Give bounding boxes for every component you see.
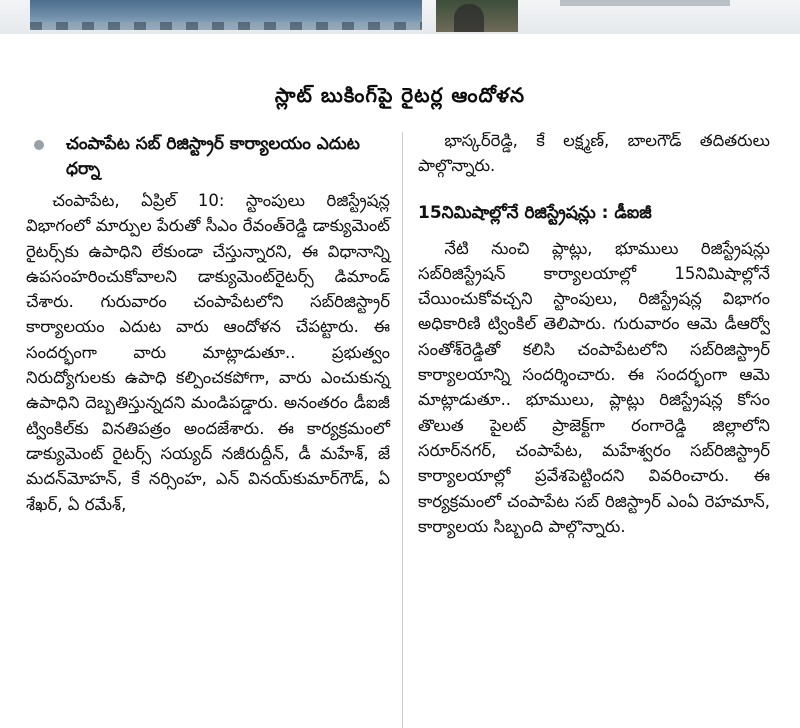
top-photo-strip [0,0,800,34]
article-subheading [26,132,390,182]
right-continuation-text: భాస్కర్‌రెడ్డి, కే లక్ష్మణ్, బాలగౌడ్ తదితరులు పాల్గొన్నారు. [418,131,770,176]
article-right-column [418,128,770,728]
cropped-photo-right [436,0,518,32]
subheading-text: చంపాపేట సబ్ రిజిస్ట్రార్ కార్యాలయం ఎదుట ధర్నా [66,134,360,179]
right-body-paragraph: నేటి నుంచి ప్లాట్లు, భూములు రిజిస్ట్రేషన్లు సబ్‌రిజిస్ట్రేషన్ కార్యాలయాల్లో 15నిమిషాల్లోనే చేయించుకోవచ్చని స్టాంపులు, రిజిస్ట్రేషన్ల విభాగం అధికారిణి ట్వింకిల్ తెలిపారు. గురువారం ఆమె డీఆర్వో సంతోశ్‌రెడ్డితో కలిసి చంపాపేటలోని సబ్‌రిజిస్ట్రార్ కార్యాలయాన్ని సందర్శించారు. ఈ సందర్భంగా ఆమె మాట్లాడుతూ.. భూములు, ప్లాట్లు రిజిస్ట్రేషన్ల కోసం తొలుత పైలట్ ప్రాజెక్ట్‌గా రంగారెడ్డి జిల్లాలోని సరూర్‌నగర్, చంపాపేట, మహేశ్వరం సబ్‌రిజిస్ట్రార్ కార్యాలయాల్లో ప్రవేశపెట్టిందని వివరించారు. ఈ కార్యక్రమంలో చంపాపేట సబ్ రిజిస్ట్రార్ ఎంఏ రెహమాన్, కార్యాలయ సిబ్బంది పాల్గొన్నారు. [418,238,770,536]
article-headline: స్లాట్ బుకింగ్‌పై రైటర్ల ఆందోళన [274,83,526,108]
left-body-paragraph: చంపాపేట, ఏప్రిల్ 10: స్టాంపులు రిజిస్ట్రేషన్ల విభాగంలో మార్పుల పేరుతో సీఎం రేవంత్‌రెడ్డి డాక్యుమెంట్ రైటర్స్‌కు ఉపాధిని లేకుండా చేస్తున్నారని, ఈ విధానాన్ని ఉపసంహరించుకోవాలని డాక్యుమెంట్‌రైటర్స్ డిమాండ్ చేశారు. గురువారం చంపాపేటలోని సబ్‌రిజిస్ట్రార్ కార్యాలయం ఎదుట వారు ఆందోళన చేపట్టారు. ఈ సందర్భంగా వారు మాట్లాడుతూ.. ప్రభుత్వం నిరుద్యోగులకు ఉపాధి కల్పించకపోగా, వారు ఎంచుకున్న ఉపాధిని దెబ్బతిస్తున్నదని మండిపడ్డారు. అనంతరం డీఐజీ ట్వింకిల్‌కు వినతిపత్రం అందజేశారు. ఈ కార్యక్రమంలో డాక్యుమెంట్ రైటర్స్ సయ్యద్ నజీరుద్దీన్, డీ మహేశ్, జే మదన్‌మోహన్, కే నర్సింహ, ఎన్ వినయ్‌కుమార్‌గౌడ్, ఏ శేఖర్, ఏ రమేశ్, [26,191,390,514]
cropped-photo-edge [560,0,730,6]
bullet-icon [34,140,44,150]
cropped-photo-left [30,0,422,30]
section-heading: 15నిమిషాల్లోనే రిజిస్ట్రేషన్లు : డీఐజీ [418,202,652,223]
article-left-column [26,128,390,728]
column-divider [402,132,403,728]
